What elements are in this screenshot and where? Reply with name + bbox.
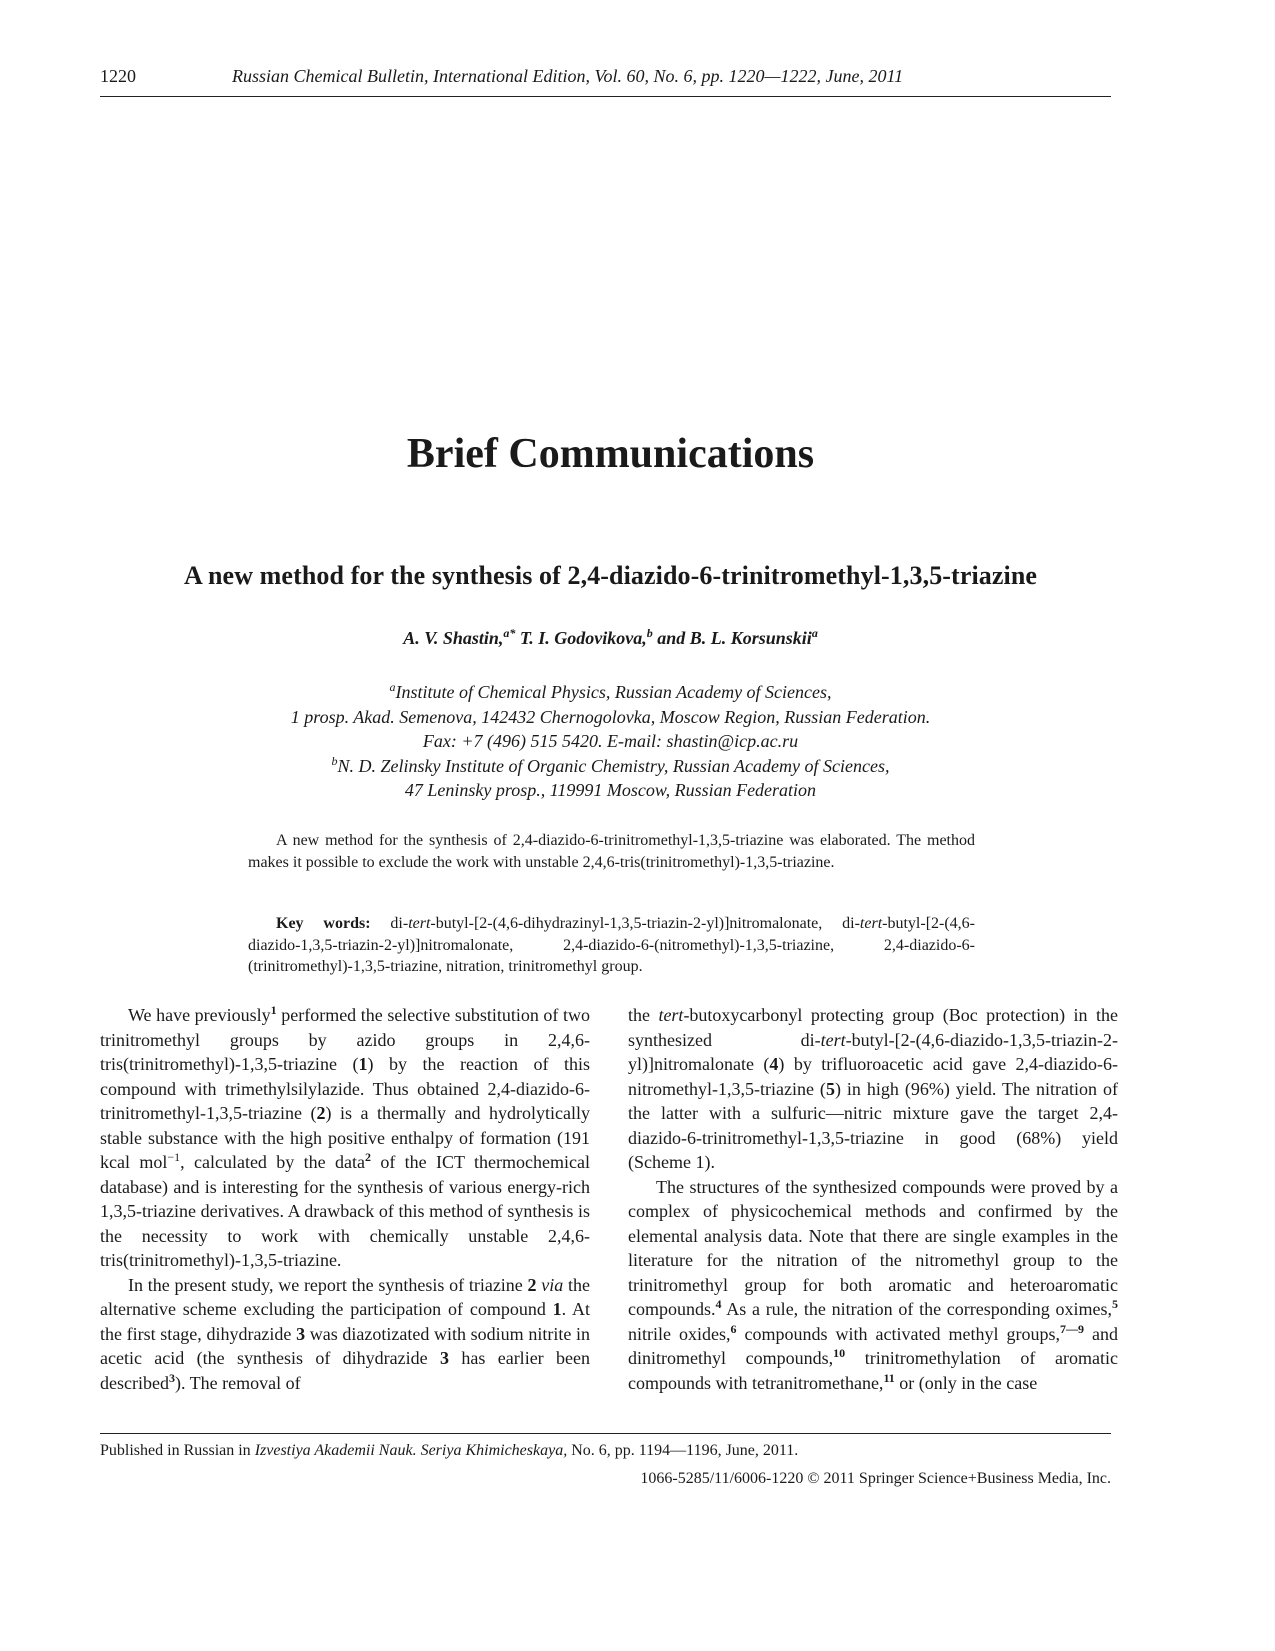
- author-name: T. I. Godovikova,: [515, 628, 647, 648]
- text-run: ) by the reaction of this compound with trimethylsilylazide. Thus obtained 2,4-diazido-6-trinitromethyl-1,3,5-triazine (: [100, 1054, 591, 1123]
- affiliation-marker: a: [389, 680, 396, 694]
- keywords-text: [248, 913, 975, 978]
- text-run: We have previously: [128, 1005, 271, 1025]
- reference-marker: 7—9: [1060, 1321, 1084, 1336]
- body-column-left: [100, 1003, 590, 1395]
- text-run: -butyl-[2-(4,6-diazido-1,3,5-triazin-2-yl)]nitromalonate (: [628, 1029, 1118, 1074]
- text-run: , calculated by the data: [180, 1152, 365, 1172]
- text-run: ). The removal of: [174, 1372, 301, 1393]
- text-run: ) is a thermally and hydrolytically stable substance with the high positive enthalpy of formation (191 kcal mol: [100, 1103, 590, 1172]
- text-run: tert: [658, 1005, 684, 1025]
- running-head: [100, 66, 1111, 97]
- reference-marker: 2: [364, 1150, 371, 1164]
- text-run: of the ICT thermochemical database) and is interesting for the synthesis of various energy-rich 1,3,5-triazine derivatives. A drawback of this method of synthesis is the necessity to work with chemically unstable 2,4,6-tris(trinitromethyl)-1,3,5-triazine.: [100, 1152, 590, 1270]
- text-run: nitrile oxides,: [628, 1323, 731, 1344]
- abstract-text: A new method for the synthesis of 2,4-diazido-6-trinitromethyl-1,3,5-triazine was elaborated. The method makes it possible to exclude the work with unstable 2,4,6-tris(trinitromethyl)-1,3,5-triazine.: [248, 832, 975, 871]
- text-run: -butoxycarbonyl protecting group (Boc protection) in the synthesized di-: [628, 1005, 1118, 1050]
- compound-number: 4: [769, 1054, 779, 1074]
- text-run: or (only in the case: [894, 1372, 1038, 1393]
- reference-marker: 1: [270, 1003, 277, 1017]
- affiliation-line: [0, 754, 1221, 779]
- corresponding-author-mark: *: [509, 626, 516, 640]
- affiliation-line: 1 prosp. Akad. Semenova, 142432 Chernogolovka, Moscow Region, Russian Federation.: [290, 706, 931, 727]
- journal-citation: Russian Chemical Bulletin, International Edition, Vol. 60, No. 6, pp. 1220—1222, June, 2011: [232, 66, 904, 86]
- author-name: A. V. Shastin,: [403, 628, 504, 648]
- affiliation-marker: b: [331, 753, 338, 768]
- affiliation-marker: a: [503, 626, 510, 640]
- text-run: ) by trifluoroacetic acid gave 2,4-diazido-6-nitromethyl-1,3,5-triazine (: [628, 1054, 1119, 1099]
- affiliation-marker: b: [646, 626, 653, 640]
- exponent: −1: [167, 1150, 181, 1164]
- keywords-label: Key words:: [276, 915, 371, 932]
- abstract: [248, 830, 975, 873]
- compound-number: 2: [527, 1274, 537, 1295]
- page-number: 1220: [100, 66, 136, 86]
- text-run: performed the selective substitution of two trinitromethyl groups by azido groups in 2,4,6-tris(trinitromethyl)-1,3,5-triazine (: [100, 1005, 590, 1074]
- text-run: di-: [370, 915, 409, 932]
- footer-divider: [100, 1433, 1111, 1434]
- text-run: No. 6, pp. 1194—1196, June, 2011.: [567, 1442, 799, 1459]
- reference-marker: 6: [730, 1321, 737, 1336]
- affiliation-line: [0, 680, 1221, 705]
- keywords: [248, 913, 975, 978]
- text-run: tert: [408, 915, 431, 932]
- section-title: Brief Communications: [406, 431, 815, 477]
- compound-number: 1: [552, 1299, 562, 1319]
- affiliation-marker: a: [811, 626, 818, 640]
- author-list: [0, 628, 1221, 649]
- text-run: -butyl-[2-(4,6-diazido-1,3,5-triazin-2-yl)]nitromalonate, 2,4-diazido-6-(nitromethyl)-1,3,5-triazine, 2,4-diazido-6-(trinitromethyl)-1,3,5-triazine, nitration, trinitromethyl group.: [248, 915, 975, 975]
- compound-number: 3: [440, 1348, 450, 1368]
- compound-number: 5: [825, 1078, 835, 1099]
- text-run: via: [541, 1274, 564, 1295]
- reference-marker: 4: [715, 1297, 722, 1311]
- article-title: A new method for the synthesis of 2,4-diazido-6-trinitromethyl-1,3,5-triazine: [183, 561, 1038, 590]
- text-run: Published in Russian in: [100, 1442, 255, 1459]
- text-run: the alternative scheme excluding the participation of compound: [100, 1274, 590, 1319]
- copyright-line: 1066-5285/11/6006-1220 © 2011 Springer Science+Business Media, Inc.: [640, 1470, 1111, 1487]
- affiliation-text: N. D. Zelinsky Institute of Organic Chemistry, Russian Academy of Sciences,: [337, 755, 890, 776]
- reference-marker: 10: [833, 1346, 846, 1360]
- text-run: tert: [820, 1029, 846, 1050]
- text-run: Izvestiya Akademii Nauk. Seriya Khimicheskaya,: [254, 1442, 568, 1459]
- body-column-right: [628, 1003, 1118, 1395]
- text-run: ) in high (96%) yield. The nitration of the latter with a sulfuric—nitric mixture gave the target 2,4-diazido-6-trinitromethyl-1,3,5-triazine in good (68%) yield (Scheme 1).: [628, 1078, 1118, 1172]
- text-run: trinitromethylation of aromatic compounds with tetranitromethane,: [628, 1348, 1119, 1393]
- affiliation-line: Fax: +7 (496) 515 5420. E-mail: shastin@icp.ac.ru: [422, 731, 799, 751]
- reference-marker: 3: [168, 1370, 175, 1385]
- publication-note: [100, 1442, 798, 1460]
- paragraph: [628, 1003, 1118, 1175]
- text-run: has earlier been described: [100, 1348, 591, 1393]
- affiliations: [0, 680, 1221, 803]
- text-run: compounds with activated methyl groups,: [736, 1323, 1060, 1344]
- author-name: and B. L. Korsunskii: [652, 628, 812, 648]
- text-run: tert: [859, 915, 883, 932]
- paragraph: [628, 1175, 1118, 1396]
- compound-number: 3: [296, 1323, 306, 1344]
- compound-number: 1: [358, 1054, 368, 1074]
- text-run: -butyl-[2-(4,6-dihydrazinyl-1,3,5-triazin-2-yl)]nitromalonate, di-: [430, 915, 860, 932]
- text-run: was diazotizated with sodium nitrite in acetic acid (the synthesis of dihydrazide: [100, 1323, 590, 1368]
- text-run: . At the first stage, dihydrazide: [100, 1299, 590, 1344]
- compound-number: 2: [316, 1103, 326, 1123]
- reference-marker: 11: [883, 1370, 895, 1385]
- text-run: The structures of the synthesized compounds were proved by a complex of physicochemical methods and confirmed by the elemental analysis data. Note that there are single examples in the literature for the nitration of the nitromethyl group to the trinitromethyl group for both aromatic and heteroaromatic compounds.: [628, 1176, 1118, 1319]
- paragraph: [100, 1003, 590, 1273]
- text-run: As a rule, the nitration of the corresponding oximes,: [721, 1299, 1112, 1319]
- text-run: and dinitromethyl compounds,: [628, 1323, 1118, 1368]
- text-run: the: [628, 1005, 659, 1025]
- reference-marker: 5: [1112, 1297, 1118, 1311]
- paragraph: [100, 1273, 590, 1396]
- affiliation-text: Institute of Chemical Physics, Russian Academy of Sciences,: [395, 682, 832, 702]
- text-run: In the present study, we report the synthesis of triazine: [128, 1274, 528, 1295]
- affiliation-line: 47 Leninsky prosp., 119991 Moscow, Russian Federation: [404, 780, 817, 800]
